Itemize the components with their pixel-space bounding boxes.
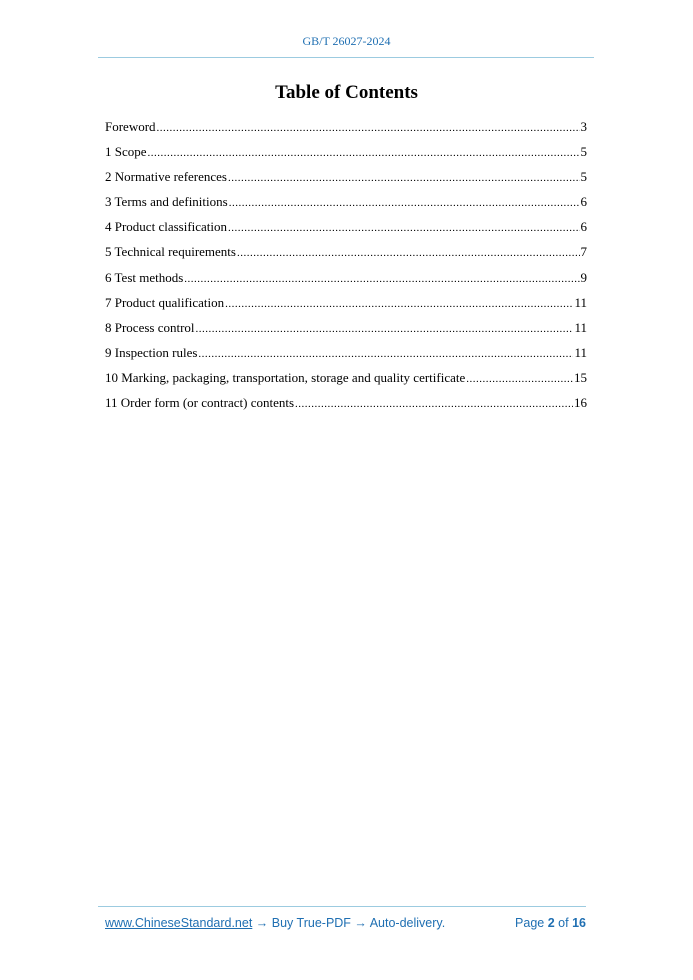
toc-title: Table of Contents: [275, 82, 418, 103]
toc-entry-label: 1 Scope: [105, 144, 147, 160]
toc-entry-label: 9 Inspection rules: [105, 344, 198, 360]
toc-entry-label: 5 Technical requirements: [105, 244, 236, 260]
toc-leader-dots: [466, 370, 573, 388]
toc-entry-label: 2 Normative references: [105, 169, 227, 185]
standard-code-header: GB/T 26027-2024: [302, 34, 391, 48]
footer-promo: [105, 916, 445, 930]
toc-entry-page: 3: [580, 119, 587, 134]
toc-entry-label: 4 Product classification: [105, 219, 228, 235]
toc-entry-label: 10 Marking, packaging, transportation, storage and quality certificate: [105, 369, 466, 385]
toc-entry-scope[interactable]: [105, 143, 587, 168]
toc-entry-label: Foreword: [105, 119, 156, 134]
toc-entry-product-classification[interactable]: [105, 218, 587, 243]
page-footer: [105, 916, 586, 930]
toc-leader-dots: [198, 345, 573, 363]
toc-entry-normative-references[interactable]: [105, 168, 587, 193]
toc-leader-dots: [228, 219, 579, 237]
toc-entry-page: 15: [574, 369, 587, 385]
toc-entry-order-form[interactable]: [105, 394, 587, 419]
toc-leader-dots: [229, 194, 580, 212]
toc-entry-test-methods[interactable]: [105, 269, 587, 294]
toc-leader-dots: [148, 144, 580, 162]
toc-entry-label: 3 Terms and definitions: [105, 194, 228, 210]
toc-entry-page: 5: [580, 169, 587, 185]
toc-entry-page: 11: [574, 344, 587, 360]
toc-entry-marking-packaging[interactable]: [105, 369, 587, 394]
toc-entry-page: 16: [574, 395, 587, 411]
toc-leader-dots: [237, 244, 580, 262]
total-pages-number: 16: [572, 916, 586, 930]
toc-entry-label: 6 Test methods: [105, 269, 184, 285]
toc-entry-page: 6: [580, 219, 587, 235]
toc-entry-label: 11 Order form (or contract) contents: [105, 395, 295, 411]
toc-entry-page: 11: [574, 319, 587, 335]
toc-entry-product-qualification[interactable]: [105, 294, 587, 319]
toc-entry-process-control[interactable]: [105, 319, 587, 344]
toc-leader-dots: [295, 395, 573, 413]
toc-entry-inspection-rules[interactable]: [105, 344, 587, 369]
toc-list: [105, 118, 587, 419]
toc-entry-page: 7: [580, 244, 587, 260]
toc-leader-dots: [225, 295, 573, 313]
chinesestandard-link[interactable]: www.ChineseStandard.net: [105, 916, 253, 930]
current-page-number: 2: [547, 916, 555, 930]
toc-entry-page: 5: [580, 144, 587, 160]
toc-entry-foreword[interactable]: [105, 118, 587, 143]
toc-entry-label: 7 Product qualification: [105, 294, 225, 310]
of-word: of: [558, 916, 569, 930]
toc-entry-page: 6: [580, 194, 587, 210]
toc-leader-dots: [157, 119, 580, 137]
toc-entry-technical-requirements[interactable]: [105, 243, 587, 268]
toc-entry-page: 9: [580, 269, 587, 285]
footer-divider: [98, 906, 586, 907]
toc-leader-dots: [184, 270, 579, 288]
header-divider: [98, 57, 594, 58]
toc-entry-label: 8 Process control: [105, 319, 195, 335]
toc-entry-page: 11: [574, 294, 587, 310]
page-counter: [515, 916, 586, 930]
footer-tagline: → Buy True-PDF → Auto-delivery.: [252, 916, 446, 930]
toc-entry-terms-definitions[interactable]: [105, 193, 587, 218]
toc-leader-dots: [196, 320, 574, 338]
toc-leader-dots: [228, 169, 580, 187]
page-word: Page: [515, 916, 545, 930]
